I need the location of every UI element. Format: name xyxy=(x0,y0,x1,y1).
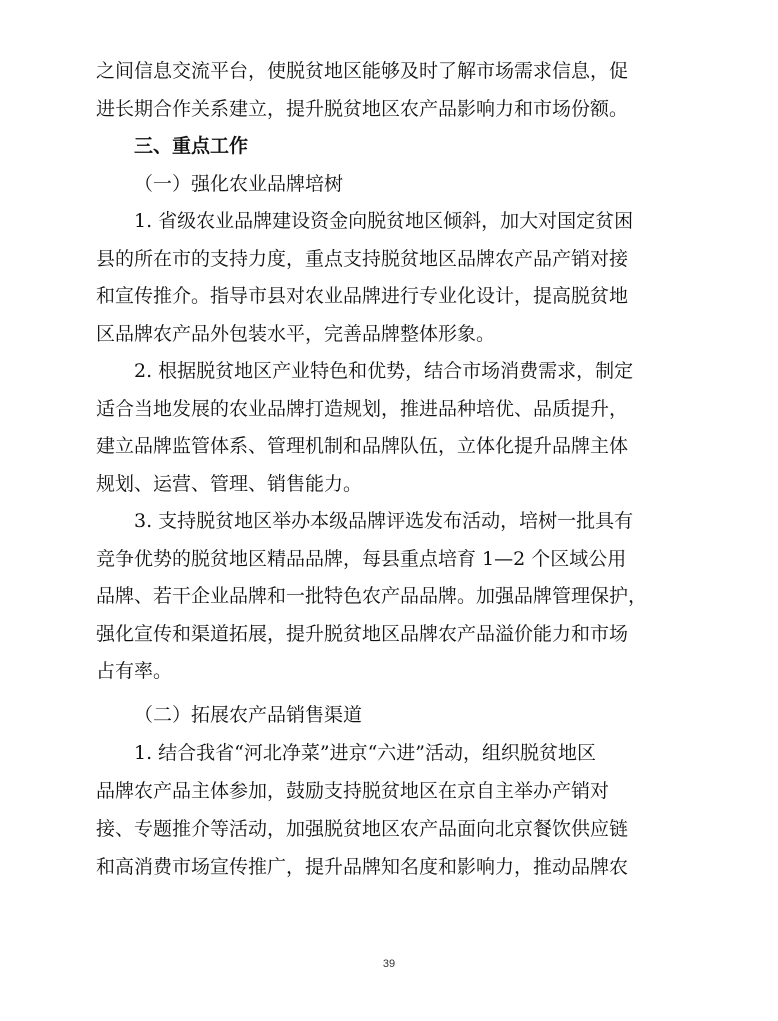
body-text-line: 和宣传推介。指导市县对农业品牌进行专业化设计，提高脱贫地 xyxy=(96,285,629,307)
body-text-line: 和高消费市场宣传推广，提升品牌知名度和影响力，推动品牌农 xyxy=(96,856,629,878)
body-text-line: 竞争优势的脱贫地区精品品牌，每县重点培育 1—2 个区域公用 xyxy=(96,548,627,570)
body-text-line: 强化宣传和渠道拓展，提升脱贫地区品牌农产品溢价能力和市场 xyxy=(96,623,629,645)
page-number: 39 xyxy=(382,958,396,970)
body-text-line: 区品牌农产品外包装水平，完善品牌整体形象。 xyxy=(96,323,496,345)
subsection-heading: （一）强化农业品牌培树 xyxy=(134,173,344,195)
subsection-heading: （二）拓展农产品销售渠道 xyxy=(134,704,363,726)
body-text-line: 3. 支持脱贫地区举办本级品牌评选发布活动，培树一批具有 xyxy=(134,510,634,532)
body-text-line: 品牌农产品主体参加，鼓励支持脱贫地区在京自主举办产销对 xyxy=(96,780,610,802)
body-text-line: 适合当地发展的农业品牌打造规划，推进品种培优、品质提升， xyxy=(96,398,629,420)
body-text-line: 1. 省级农业品牌建设资金向脱贫地区倾斜，加大对国定贫困 xyxy=(134,210,634,232)
body-text-line: 接、专题推介等活动，加强脱贫地区农产品面向北京餐饮供应链 xyxy=(96,818,629,840)
body-text-line: 建立品牌监管体系、管理机制和品牌队伍，立体化提升品牌主体 xyxy=(96,435,629,457)
section-heading: 三、重点工作 xyxy=(134,135,249,157)
body-text-line: 品牌、若干企业品牌和一批特色农产品品牌。加强品牌管理保护， xyxy=(96,585,648,607)
body-text-line: 进长期合作关系建立，提升脱贫地区农产品影响力和市场份额。 xyxy=(96,98,629,120)
body-text-line: 规划、运营、管理、销售能力。 xyxy=(96,473,363,495)
body-text-line: 占有率。 xyxy=(96,660,173,682)
body-text-line: 1. 结合我省“河北净菜”进京“六进”活动，组织脱贫地区 xyxy=(134,742,597,764)
body-text-line: 2. 根据脱贫地区产业特色和优势，结合市场消费需求，制定 xyxy=(134,360,634,382)
body-text-line: 县的所在市的支持力度，重点支持脱贫地区品牌农产品产销对接 xyxy=(96,248,629,270)
body-text-line: 之间信息交流平台，使脱贫地区能够及时了解市场需求信息，促 xyxy=(96,60,629,82)
